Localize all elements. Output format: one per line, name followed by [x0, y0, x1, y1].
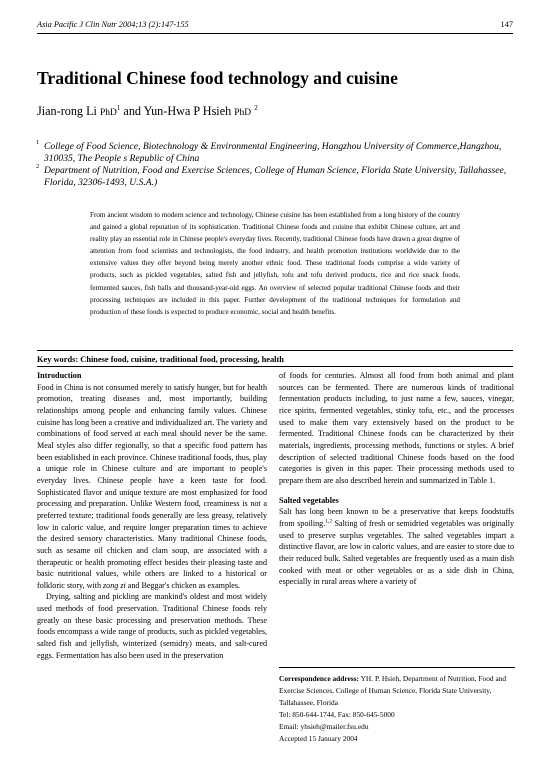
header-rule	[37, 33, 513, 34]
keywords-list: Chinese food, cuisine, traditional food, processing, health	[80, 355, 284, 364]
correspondence-label: Correspondence address:	[279, 674, 359, 683]
correspondence-box	[279, 667, 515, 745]
citation-marker: 1,2	[325, 518, 333, 525]
introduction-paragraph-1-text: Food in China is not consumed merely to satisfy hunger, but for health promotion, treating diseases and, most importantly, building relationships among people and enhancing family values. Chinese cuisine has long been a creative and individualized art. The variety and combinations of food served at each meal should never be the same. Meal styles also differ regionally, so that a specific food pattern has been established in each province. Chinese traditional foods, thus, play a unique role in Chinese culture and are important to people's everyday lives. Chinese people have a keen taste for food. Sophisticated flavor and unique texture are most emphasized for food processing and preparation. Unlike Western food, creaminess is not a preferred texture; traditional foods generally are less greasy, relatively low in caloric value, and require longer preparation times to achieve the desired sensory characteristics. Many traditional Chinese foods, such as sesame oil chicken and clam soup, are associated with a therapeutic or health promoting effect besides their pleasing taste and basic nutritional values, while others are linked to a historical or folkloric story, with	[37, 382, 267, 590]
keywords-top-rule	[37, 350, 513, 351]
article-title: Traditional Chinese food technology and cuisine	[37, 68, 398, 88]
keywords	[37, 355, 284, 364]
author-1-affil-marker: 1	[116, 104, 121, 112]
keywords-bottom-rule	[37, 366, 513, 367]
accepted-date: Accepted 15 January 2004	[279, 734, 358, 743]
salted-text-start: Salt has long been known to be a preservative that keeps foodstuffs from spoiling.	[279, 507, 514, 528]
author-2-affil-marker: 2	[254, 104, 258, 112]
page-number: 147	[500, 20, 513, 29]
affiliation-2-text: Department of Nutrition, Food and Exercise Sciences, College of Human Science, Florida State University, Tallahassee, Florida, 32306-1493, U.S.A.)	[44, 165, 507, 188]
zong-zi-term: zong zi	[103, 580, 126, 590]
author-2-degree: PhD	[234, 108, 252, 119]
introduction-paragraph-2: Drying, salting and pickling are mankind's oldest and most widely used methods of food preservation. Traditional Chinese foods rely greatly on these basic processing and preservation methods. These foods encompass a wide range of products, such as pickled vegetables, salted fish and jellyfish, winterized (semidry) meats, and salt-cured eggs. Fermentation has also been used in the preservation	[37, 592, 267, 660]
correspondence-phone: Tel: 850-644-1744, Fax: 850-645-5000	[279, 710, 395, 719]
salted-text-rest: Salting of fresh or semidried vegetables was originally used to preserve surplus vegetables. The salted vegetables impart a distinctive flavor, are low in caloric values, and are easier to store due to their reduced bulk. Salted vegetables are frequently used as a main dish cooked with meat or other vegetables or as a side dish in China, especially in rural areas where a variety of	[279, 518, 514, 587]
correspondence-email: Email: yhsieh@mailer.fsu.edu	[279, 722, 369, 731]
affiliation-2-marker: 2	[36, 163, 40, 170]
author-line	[37, 104, 258, 119]
salted-vegetables-heading: Salted vegetables	[279, 495, 339, 505]
correspondence-line-1: YH. P. Hsieh, Department of Nutrition, Food and Exercise Sciences, College of Human Science, Florida State University, Tallahassee, Florida	[279, 674, 507, 707]
salted-vegetables-paragraph	[279, 506, 514, 588]
journal-citation: Asia Pacific J Clin Nutr 2004;13 (2):147-155	[37, 20, 189, 29]
author-1-name: Jian-rong Li	[37, 104, 97, 119]
abstract: From ancient wisdom to modern science and technology, Chinese cuisine has been established from a long history of the country and gained a global reputation of its sophistication. Traditional Chinese foods and cuisine that exhibit Chinese culture, art and reality play an essential role in Chinese people's everyday lives. Recently, traditional Chinese foods have drawn a great degree of attention from food scientists and technologists, the food industry, and health promotion institutions worldwide due to the extensive values they offer beyond being merely another ethnic food. These traditional foods comprise a wide variety of products, such as pickled vegetables, salted fish and jellyfish, tofu and tofu derived products, rice and rice snack foods, fermented sauces, fish balls and thousand-year-old eggs. An overview of selected popular traditional Chinese foods and their processing techniques are included in this paper. Further development of the traditional techniques for formulation and production of these foods is expected to produce economic, social and health benefits.	[90, 211, 460, 316]
author-connector: and	[123, 104, 142, 119]
right-paragraph-1: of foods for centuries. Almost all food from both animal and plant sources can be fermented. There are numerous kinds of traditional fermentation products including, to just name a few, sauces, vinegar, rice spirits, fermented vegetables, stinky tofu, etc., and the processes used to make them vary extensively based on the product to be fermented. Traditional Chinese foods can be characterized by their materials, ingredients, processing methods, functions or styles. A brief description of selected traditional Chinese foods based on the food categories is given in this paper. Their processing methods used to prepare them are also described herein and summarized in Table 1.	[279, 371, 514, 485]
right-column	[279, 370, 514, 588]
introduction-heading: Introduction	[37, 371, 82, 380]
keywords-label: Key words:	[37, 355, 79, 364]
affiliation-1-text: College of Food Science, Biotechnology & Environmental Engineering, Hangzhou University of Commerce,Hangzhou, 310035, The People s Republic of China	[44, 141, 502, 164]
affiliation-1-marker: 1	[36, 139, 40, 146]
author-2-name: Yun-Hwa P Hsieh	[143, 104, 232, 119]
affiliation-2	[36, 163, 524, 189]
running-header	[37, 20, 513, 29]
introduction-paragraph-1	[37, 382, 267, 592]
author-1-degree: PhD	[99, 108, 117, 119]
introduction-paragraph-1-end: and Beggar's chicken as examples.	[127, 580, 241, 590]
paragraph-spacer	[279, 487, 514, 495]
left-column	[37, 370, 267, 661]
affiliation-1	[36, 139, 514, 165]
